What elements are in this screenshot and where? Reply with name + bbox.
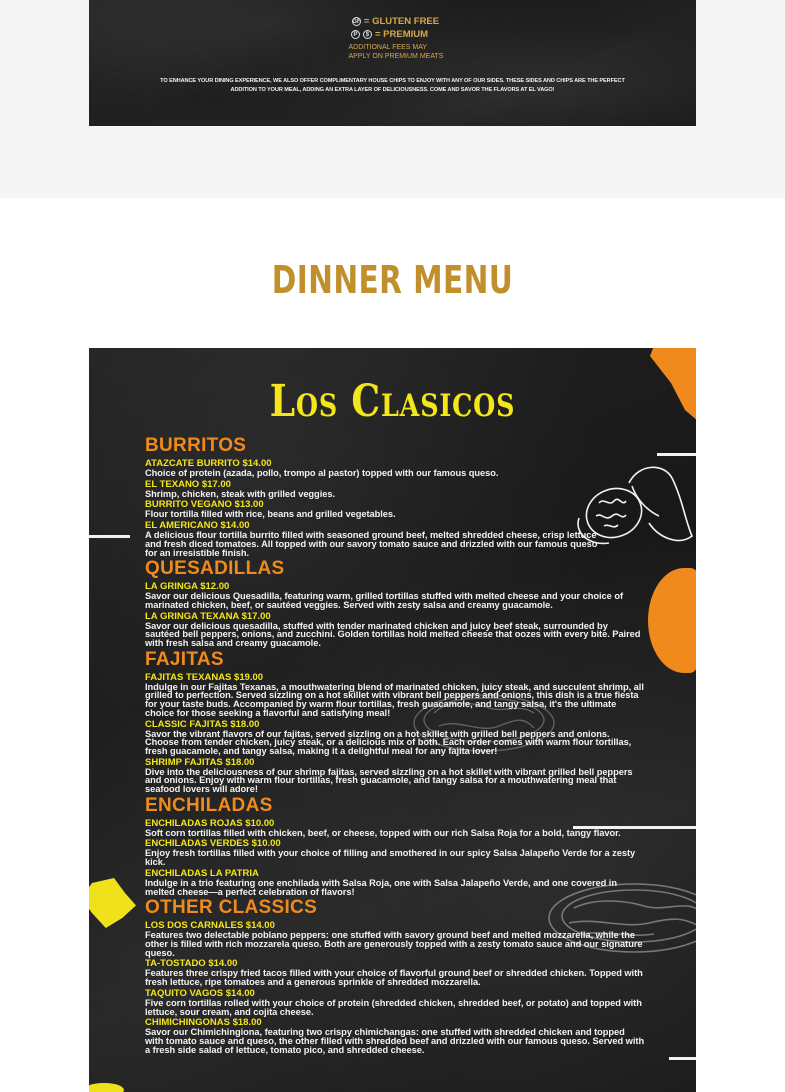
complimentary-chips-note: TO ENHANCE YOUR DINING EXPERIENCE, WE ALSO OFFER COMPLIMENTARY HOUSE CHIPS TO ENJOY WITH ANY OF OUR SIDES. THESE SIDES AND CHIPS ARE THE PERFECT ADDITION TO YOUR MEAL, ADDING AN EXTRA LAYER OF DELICIOUSNESS. COME AND SAVOR THE FLAVORS AT EL VAGO! [160, 78, 625, 93]
menu-item-name: TA-TOSTADO $14.00 [145, 958, 238, 970]
menu-item-description: Flour tortilla filled with rice, beans and grilled vegetables. [145, 509, 396, 520]
menu-item-description: Savor the vibrant flavors of our fajitas, served sizzling on a hot skillet with grilled bell peppers and onions. Choose from tender chicken, juicy steak, or a delicious mix of both. Each order comes with warm flour tortillas, fresh guacamole, and tangy salsa, making it a delightful meal for any fajita lover! [145, 728, 632, 756]
premium-dollar-icon: $ [363, 30, 372, 39]
menu-item-name: ENCHILADAS ROJAS $10.00 [145, 817, 275, 829]
menu-item-name: EL AMERICANO $14.00 [145, 520, 250, 532]
menu-item-description: Features two delectable poblano peppers: one stuffed with savory ground beef and melted mozzarella, while the other is filled with rich mozzarela queso. Both are generously topped with a zesty tomato sauce and our signature queso. [145, 930, 643, 958]
menu-item-description: Features three crispy fried tacos filled with your choice of flavorful ground beef or shredded chicken. Topped with fresh lettuce, ripe tomatoes and a generous sprinkle of shredded mozzarella. [145, 968, 643, 988]
menu-item-name: FAJITAS TEXANAS $19.00 [145, 671, 264, 683]
menu-item-description: Indulge in our Fajitas Texanas, a mouthwatering blend of marinated chicken, juicy steak, and succulent shrimp, all grilled to perfection. Served sizzling on a hot skillet with vibrant bell peppers and onions, this dish is a true fiesta for your taste buds. Accompanied by warm flour tortillas, fresh guacamole, and tangy salsa, it's the ultimate choice for those seeking a flavorful and satisfying meal! [145, 681, 644, 718]
menu-item-name: CLASSIC FAJITAS $18.00 [145, 718, 260, 730]
menu-item-description: Dive into the deliciousness of our shrimp fajitas, served sizzling on a hot skillet with vibrant grilled bell peppers and onions. Enjoy with warm flour tortillas, fresh guacamole, and tangy salsa for a mouthwatering meal that seafood lovers will adore! [145, 766, 633, 795]
dinner-menu-image [89, 348, 696, 1092]
menu-item-name: EL TEXANO $17.00 [145, 478, 231, 490]
menu-item-name: LOS DOS CARNALES $14.00 [145, 920, 275, 932]
menu-item-name: TAQUITO VAGOS $14.00 [145, 987, 255, 999]
orange-paint-splash [648, 568, 696, 673]
yellow-paint-splash [89, 1083, 124, 1092]
orange-paint-splash [636, 348, 696, 428]
menu-item-name: BURRITO VEGANO $13.00 [145, 499, 264, 511]
category-other-classics: OTHER CLASSICS [145, 897, 318, 919]
gluten-free-label: = GLUTEN FREE [363, 16, 440, 27]
premium-note-line1: ADDITIONAL FEES MAY [348, 44, 428, 51]
menu-item-name: LA GRINGA TEXANA $17.00 [145, 610, 271, 622]
category-enchiladas: ENCHILADAS [145, 794, 273, 816]
menu-item-description: Savor our Chimichingiona, featuring two crispy chimichangas: one stuffed with shredded chicken and topped with tomato sauce and queso, the other filled with shredded beef and drizzled with our famous queso. Served with a fresh side salad of lettuce, tomato pico, and shredded cheese. [145, 1027, 645, 1055]
menu-item-description: Indulge in a trio featuring one enchilada with Salsa Roja, one with Salsa Jalapeño Verde, and one covered in melted cheese—a perfect celebration of flavors! [145, 877, 617, 897]
lunch-menu-image-bottom [89, 0, 696, 126]
menu-item-description: Choice of protein (azada, pollo, trompo al pastor) topped with our famous queso. [145, 468, 499, 478]
menu-item-name: SHRIMP FAJITAS $18.00 [145, 756, 255, 768]
menu-content [145, 434, 645, 1054]
menu-legend [89, 15, 696, 61]
menu-heading-los-clasicos: Los Clasicos [269, 376, 516, 427]
decorative-dash [657, 453, 696, 456]
category-burritos: BURRITOS [145, 435, 247, 456]
menu-item-description: Savor our delicious Quesadilla, featuring warm, grilled tortillas stuffed with melted cheese and your choice of marinated chicken, beef, or sautéed veggies. Served with zesty salsa and creamy guacamole. [145, 591, 623, 610]
decorative-dash [669, 1057, 696, 1060]
menu-item-description: A delicious flour tortilla burrito filled with seasoned ground beef, melted shredded cheese, crisp lettuce and fresh diced tomatoes. All topped with our savory tomato sauce and drizzled with our famous queso for an irresistible finish. [145, 530, 598, 558]
category-fajitas: FAJITAS [145, 648, 224, 670]
legend-premium [89, 28, 696, 41]
menu-item-description: Shrimp, chicken, steak with grilled veggies. [145, 488, 335, 499]
menu-item-name: LA GRINGA $12.00 [145, 581, 230, 593]
premium-p-icon: P [351, 30, 360, 39]
menu-item-description: Soft corn tortillas filled with chicken, beef, or cheese, topped with our rich Salsa Roja for a bold, tangy flavor. [145, 827, 621, 838]
section-title: DINNER MENU [271, 258, 514, 302]
yellow-paint-splash [89, 878, 136, 928]
menu-item-name: ENCHILADAS LA PATRIA [145, 867, 259, 879]
premium-note-line2: APPLY ON PREMIUM MEATS [348, 53, 444, 60]
menu-item-name: ENCHILADAS VERDES $10.00 [145, 838, 281, 850]
menu-item-description: Savor our delicious quesadilla, stuffed with tender marinated chicken and juicy beef steak, surrounded by sautéed bell peppers, onions, and zucchini. Golden tortillas hold melted cheese that oozes with every bite. Paired with fresh salsa and creamy guacamole. [145, 620, 641, 649]
legend-gluten-free [95, 15, 696, 28]
premium-note [333, 43, 453, 61]
premium-label: = PREMIUM [374, 29, 429, 40]
menu-item-name: ATAZCATE BURRITO $14.00 [145, 458, 272, 469]
menu-item-description: Enjoy fresh tortillas filled with your choice of filling and smothered in our spicy Salsa Jalapeño Verde for a zesty kick. [145, 848, 636, 868]
menu-item-name: CHIMICHINGONAS $18.00 [145, 1017, 262, 1029]
gluten-free-icon: GF [352, 18, 361, 25]
menu-item-description: Five corn tortillas rolled with your choice of protein (shredded chicken, shredded beef, or potato) and topped with lettuce, sour cream, and cojita cheese. [145, 997, 642, 1017]
decorative-dash [89, 535, 130, 538]
category-quesadillas: QUESADILLAS [145, 558, 285, 580]
